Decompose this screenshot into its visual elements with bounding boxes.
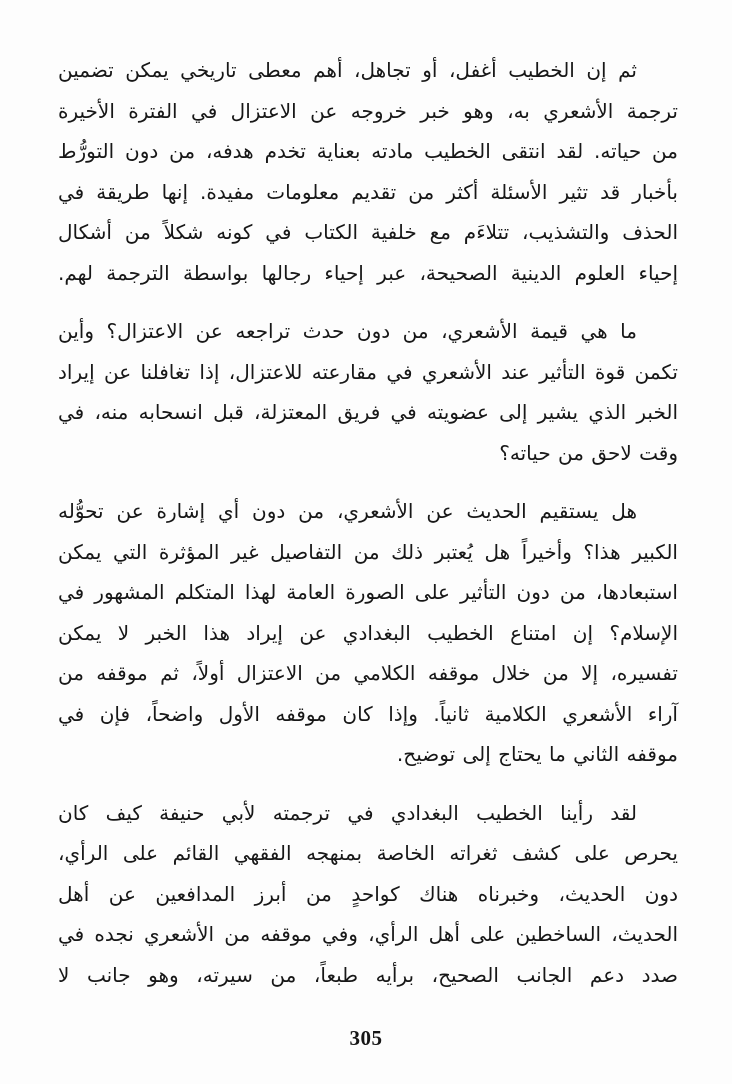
text-line: من حياته. لقد انتقى الخطيب مادته بعناية تخدم هدفه، من دون التورُّط [58, 139, 678, 163]
paragraph-4 [58, 793, 678, 996]
paragraph-2 [58, 311, 678, 473]
text-line: بأخبار قد تثير الأسئلة أكثر من تقديم معلومات مفيدة. إنها طريقة في [58, 179, 678, 204]
text-line: آراء الأشعري الكلامية ثانياً. وإذا كان موقفه الأول واضحاً، فإن في [58, 701, 678, 726]
body-text [58, 50, 678, 995]
paragraph-3 [58, 491, 678, 775]
text-line: موقفه الثاني ما يحتاج إلى توضيح. [396, 742, 678, 766]
page-number: 305 [349, 1026, 383, 1050]
text-line: وقت لاحق من حياته؟ [499, 440, 678, 465]
text-line: صدد دعم الجانب الصحيح، برأيه طبعاً، من سيرته، وهو جانب لا [58, 962, 678, 987]
text-line: الإسلام؟ إن امتناع الخطيب البغدادي عن إيراد هذا الخبر لا يمكن [58, 620, 678, 645]
text-line: يحرص على كشف ثغراته الخاصة بمنهجه الفقهي القائم على الرأي، [58, 841, 678, 865]
text-line: ما هي قيمة الأشعري، من دون حدث تراجعه عن الاعتزال؟ وأين [58, 319, 637, 343]
text-line: هل يستقيم الحديث عن الأشعري، من دون أي إشارة عن تحوُّله [58, 499, 637, 523]
text-line: ترجمة الأشعري به، وهو خبر خروجه عن الاعتزال في الفترة الأخيرة [58, 98, 678, 123]
text-line: إحياء العلوم الدينية الصحيحة، عبر إحياء رجالها بواسطة الترجمة لهم. [58, 260, 678, 285]
text-line: الحذف والتشذيب، تتلاءَم مع خلفية الكتاب في كونه شكلاً من أشكال [58, 220, 678, 244]
text-line: دون الحديث، وخبرناه هناك كواحدٍ من أبرز المدافعين عن أهل [58, 881, 678, 906]
text-line: استبعادها، من دون التأثير على الصورة العامة لهذا المتكلم المشهور في [58, 580, 678, 604]
text-line: ثم إن الخطيب أغفل، أو تجاهل، أهم معطى تاريخي يمكن تضمين [58, 58, 637, 82]
text-line: تكمن قوة التأثير عند الأشعري في مقارعته للاعتزال، إذا تغافلنا عن إيراد [58, 359, 678, 384]
text-line: الخبر الذي يشير إلى عضويته في فريق المعتزلة، قبل انسحابه منه، في [58, 400, 678, 424]
text-line: الحديث، الساخطين على أهل الرأي، وفي موقفه من الأشعري نجده في [58, 922, 678, 946]
text-line: الكبير هذا؟ وأخيراً هل يُعتبر ذلك من التفاصيل غير المؤثرة التي يمكن [58, 539, 678, 564]
paragraph-1 [58, 50, 678, 293]
text-line: تفسيره، إلا من خلال موقفه الكلامي من الاعتزال أولاً، ثم موقفه من [58, 661, 678, 685]
text-line: لقد رأينا الخطيب البغدادي في ترجمته لأبي حنيفة كيف كان [58, 800, 637, 825]
